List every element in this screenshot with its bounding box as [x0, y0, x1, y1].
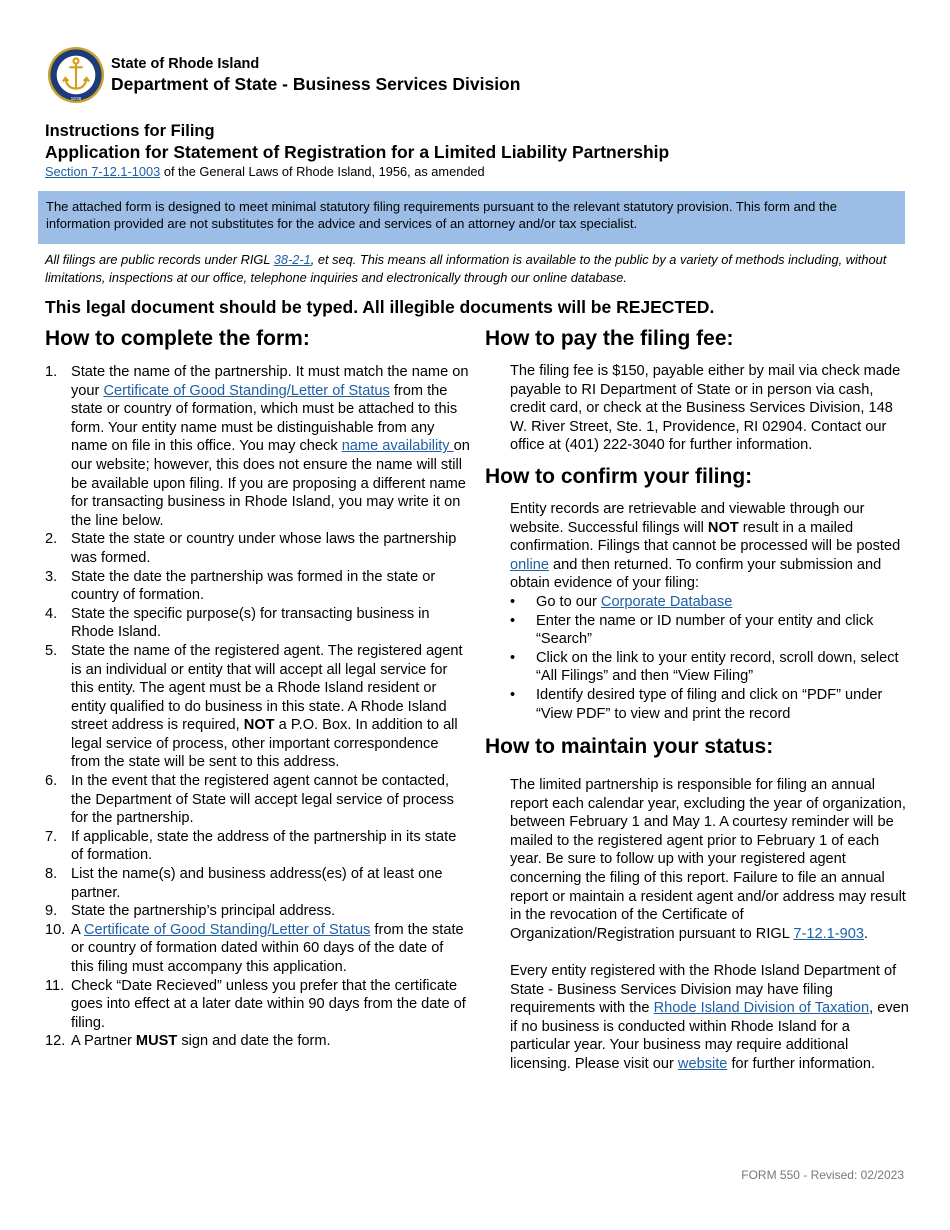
anchor-seal-icon — [47, 46, 105, 104]
item-text: In the event that the registered agent cannot be contacted, the Department of State will accept legal service of process for the partnership. — [71, 773, 454, 827]
item-text: on our website; however, this does not ensure the name will still be available upon filing. If you are proposing a different name for transacting business in Rhode Island, you may write it on the line below. — [71, 438, 470, 529]
instructions-heading: Instructions for Filing — [45, 122, 215, 140]
public-records-notice — [45, 251, 895, 287]
seal-year: 1636 — [70, 97, 82, 103]
bullet-icon: • — [510, 649, 516, 666]
list-item — [510, 649, 910, 686]
right-column — [485, 326, 915, 1074]
list-item — [45, 865, 470, 902]
item-text: State the specific purpose(s) for transacting business in Rhode Island. — [71, 605, 430, 641]
step-text: Click on the link to your entity record, scroll down, select “All Filings” and then “View Filing” — [536, 649, 899, 685]
list-item — [45, 363, 470, 530]
item-text: State the name of the registered agent. The registered agent is an individual or entity that will accept all legal service for this entity. The agent must be a Rhode Island resident or entity qualified to do business in this state. A Rhode Island street address is required, — [71, 642, 463, 734]
maintain-paragraph-2 — [510, 962, 910, 1074]
item-number: 10. — [45, 921, 66, 938]
public-text-2: , et seq. This means all information is available to the public by a variety of methods including, without limitations, inspections at our office, telephone inquiries and electronically through our online database. — [45, 252, 887, 285]
bullet-icon: • — [510, 686, 516, 703]
list-item — [510, 686, 910, 723]
list-item — [45, 605, 470, 642]
section-link[interactable]: Section 7-12.1-1003 — [45, 164, 161, 179]
pay-fee-heading: How to pay the filing fee: — [485, 327, 734, 350]
rigl-38-2-1-link[interactable]: 38-2-1 — [273, 252, 311, 267]
list-item — [45, 977, 470, 1033]
form-revision-footer: FORM 550 - Revised: 02/2023 — [741, 1168, 904, 1182]
division-of-taxation-link[interactable]: Rhode Island Division of Taxation — [653, 1000, 870, 1017]
maintain-text: , even if no business is conducted within Rhode Island for a particular year. Your business may require additional licensing. Please visit our — [510, 1000, 909, 1072]
item-text: State the date the partnership was formed in the state or country of formation. — [71, 568, 436, 604]
legal-warning: This legal document should be typed. All illegible documents will be REJECTED. — [45, 297, 715, 317]
department-name: Department of State - Business Services Division — [111, 74, 521, 94]
item-text: Check “Date Recieved” unless you prefer that the certificate goes into effect at a later date within 90 days from the date of filing. — [71, 977, 466, 1031]
item-text: A — [71, 921, 84, 938]
item-number: 11. — [45, 977, 65, 994]
bullet-icon: • — [510, 612, 516, 629]
list-item — [45, 642, 470, 772]
item-text: State the partnership’s principal address. — [71, 903, 336, 920]
item-text: List the name(s) and business address(es) of at least one partner. — [71, 866, 443, 901]
confirm-filing-heading: How to confirm your filing: — [485, 464, 753, 488]
item-number: 3. — [45, 568, 58, 585]
item-text: a P.O. Box. In addition to all legal service of process, other important correspondence from the state will be sent to this address. — [71, 717, 458, 771]
item-text: sign and date the form. — [177, 1033, 331, 1050]
name-availability-link[interactable]: name availability — [341, 438, 454, 455]
complete-form-section — [45, 326, 470, 1051]
list-item — [45, 1032, 470, 1051]
maintain-section — [510, 776, 910, 1074]
bullet-icon: • — [510, 593, 516, 610]
step-text: Enter the name or ID number of your entity and click “Search” — [536, 612, 874, 648]
disclaimer-banner: The attached form is designed to meet minimal statutory filing requirements pursuant to the relevant statutory provision. This form and the information provided are not substitutes for the advice and services of an attorney and/or tax specialist. — [38, 191, 905, 244]
emphasis-text: NOT — [243, 717, 275, 734]
list-item — [45, 530, 470, 567]
maintain-text: . — [863, 925, 869, 942]
instruction-list — [45, 363, 470, 1051]
confirm-steps — [510, 593, 910, 723]
confirm-paragraph — [510, 500, 910, 723]
maintain-text: The limited partnership is responsible for filing an annual report each calendar year, excluding the year of organization, between February 1 and May 1. A courtesy reminder will be mailed to the registered agent prior to February 1 of each year. Be sure to follow up with your registered agent concerning the filing of this report. Failure to file an annual report or maintain a resident agent and/or address may result in the revocation of the Certificate of Organization/Registration pursuant to RIGL — [510, 777, 906, 942]
list-item — [45, 902, 470, 921]
maintain-text: for further information. — [727, 1056, 876, 1072]
public-text-1: All filings are public records under RIGL — [45, 252, 274, 267]
list-item — [45, 828, 470, 865]
item-text: from the state or country of formation, which must be attached to this form. Your entity name must be distinguishable from any name on file in this office. You may check — [71, 382, 458, 455]
step-text: Go to our — [536, 593, 601, 610]
maintain-text: Every entity registered with the Rhode Island Department of State - Business Services Division may have filing requirements with the — [510, 963, 897, 1017]
item-number: 6. — [45, 773, 58, 790]
online-link[interactable]: online — [510, 556, 549, 573]
item-number: 8. — [45, 866, 58, 883]
fee-paragraph: The filing fee is $150, payable either by mail via check made payable to RI Department of State or in person via cash, credit card, or check at the Business Services Division, 148 W. River Street, Ste. 1, Providence, RI 02904. Contact our office at (401) 222-3040 for further information. — [510, 363, 901, 454]
item-number: 7. — [45, 828, 58, 845]
item-number: 2. — [45, 531, 58, 548]
list-item — [510, 612, 910, 649]
emphasis-text: NOT — [707, 519, 739, 536]
statute-reference — [45, 164, 485, 180]
item-text: State the state or country under whose laws the partnership was formed. — [71, 531, 457, 566]
confirm-text: and then returned. To confirm your submission and obtain evidence of your filing: — [510, 556, 882, 592]
corporate-database-link[interactable]: Corporate Database — [600, 593, 733, 610]
emphasis-text: MUST — [135, 1033, 178, 1050]
website-link[interactable]: website — [677, 1056, 728, 1072]
certificate-good-standing-link-2[interactable]: Certificate of Good Standing/Letter of Status — [83, 921, 371, 938]
item-number: 12. — [45, 1033, 66, 1050]
item-number: 9. — [45, 903, 58, 920]
item-number: 5. — [45, 642, 58, 659]
confirm-text: Entity records are retrievable and viewable through our website. Successful filings will — [510, 500, 865, 536]
list-item — [45, 921, 470, 977]
complete-form-heading: How to complete the form: — [45, 327, 310, 350]
rigl-7-12-1-903-link[interactable]: 7-12.1-903 — [793, 925, 864, 942]
header — [47, 46, 520, 104]
certificate-good-standing-link[interactable]: Certificate of Good Standing/Letter of Status — [103, 382, 390, 399]
item-number: 1. — [45, 364, 58, 380]
item-number: 4. — [45, 605, 58, 622]
item-text: from the state or country of formation dated within 60 days of the date of this filing must accompany this application. — [71, 921, 464, 975]
item-text: If applicable, state the address of the partnership in its state of formation. — [71, 828, 457, 864]
list-item — [45, 772, 470, 828]
statute-rest: of the General Laws of Rhode Island, 1956, as amended — [160, 164, 485, 179]
item-text: State the name of the partnership. It must match the name on your — [71, 364, 469, 399]
maintain-status-heading: How to maintain your status: — [485, 735, 774, 759]
list-item — [45, 568, 470, 605]
list-item — [510, 593, 910, 612]
item-text: A Partner — [71, 1033, 136, 1050]
state-name: State of Rhode Island — [111, 56, 260, 72]
application-title: Application for Statement of Registration for a Limited Liability Partnership — [45, 142, 670, 162]
step-text: Identify desired type of filing and click on “PDF” under “View PDF” to view and print the record — [536, 686, 883, 722]
confirm-text: result in a mailed confirmation. Filings that cannot be processed will be posted — [510, 519, 901, 555]
maintain-paragraph-1 — [510, 776, 910, 943]
